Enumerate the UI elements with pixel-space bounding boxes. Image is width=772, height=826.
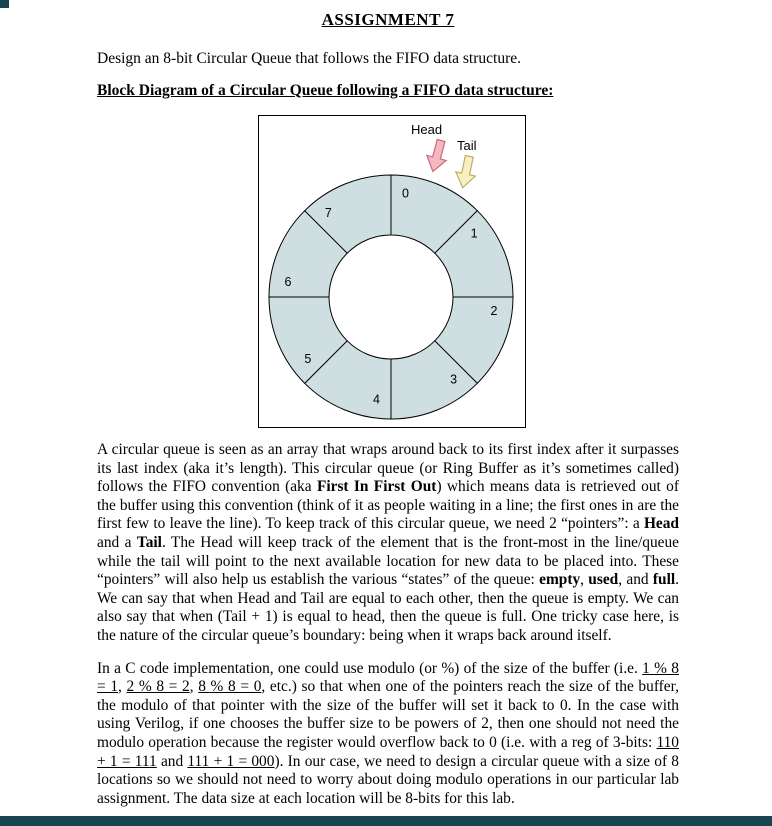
- queue-slot-label: 0: [402, 186, 409, 201]
- queue-slot-label: 5: [304, 351, 312, 366]
- page-bottom-bar: [0, 816, 772, 826]
- head-label: Head: [411, 122, 443, 137]
- page-title: ASSIGNMENT 7: [321, 10, 455, 29]
- body-text: [97, 441, 679, 808]
- paragraph-circular-queue: A circular queue is seen as an array that wraps around back to its first index after it surpasses its last index (aka it’s length). This circular queue (or Ring Buffer as it’s sometimes called) follows the FIFO convention (aka First In First Out) which means data is retrieved out of the buffer using this convention (think of it as people waiting in a line; the first ones in are the first few to leave the line). To keep track of this circular queue, we need 2 “pointers”: a Head and a Tail. The Head will keep track of the element that is the front-most in the line/queue while the tail will point to the next available location for new data to be placed into. These “pointers” will also help us establish the various “states” of the queue: empty, used, and full. We can say that when Head and Tail are equal to each other, then the queue is empty. We can also say that when (Tail + 1) is equal to head, then the queue is full. One tricky case here, is the nature of the circular queue’s boundary: being when it wraps back around itself.: [97, 441, 680, 644]
- head-arrow-icon: [423, 138, 451, 174]
- queue-slot-label: 7: [324, 206, 332, 221]
- circular-queue-diagram: [258, 115, 526, 428]
- queue-slot-label: 4: [373, 392, 380, 407]
- tail-arrow-icon: [453, 154, 479, 189]
- tail-label: Tail: [457, 138, 477, 153]
- circular-queue-ring: [259, 116, 525, 427]
- queue-slot-label: 3: [450, 372, 458, 387]
- paragraph-modulo: In a C code implementation, one could use modulo (or %) of the size of the buffer (i.e. 1 % 8 = 1, 2 % 8 = 2, 8 % 8 = 0, etc.) so that when one of the pointers reach the size of the buffer, the modulo of that pointer with the size of the buffer will set it back to 0. In the case with using Verilog, if one chooses the buffer size to be powers of 2, then one should not need the modulo operation because the register would overflow back to 0 (i.e. with a reg of 3-bits: 110 + 1 = 111 and 111 + 1 = 000). In our case, we need to design a circular queue with a size of 8 locations so we should not need to worry about doing modulo operations in our particular lab assignment. The data size at each location will be 8-bits for this lab.: [97, 659, 679, 807]
- corner-notch: [0, 0, 9, 8]
- intro-text: Design an 8-bit Circular Queue that follows the FIFO data structure.: [97, 50, 521, 67]
- section-heading: Block Diagram of a Circular Queue following a FIFO data structure:: [97, 82, 554, 99]
- queue-slot-label: 6: [284, 274, 292, 289]
- queue-slot-label: 2: [490, 303, 498, 318]
- queue-slot-label: 1: [470, 226, 478, 241]
